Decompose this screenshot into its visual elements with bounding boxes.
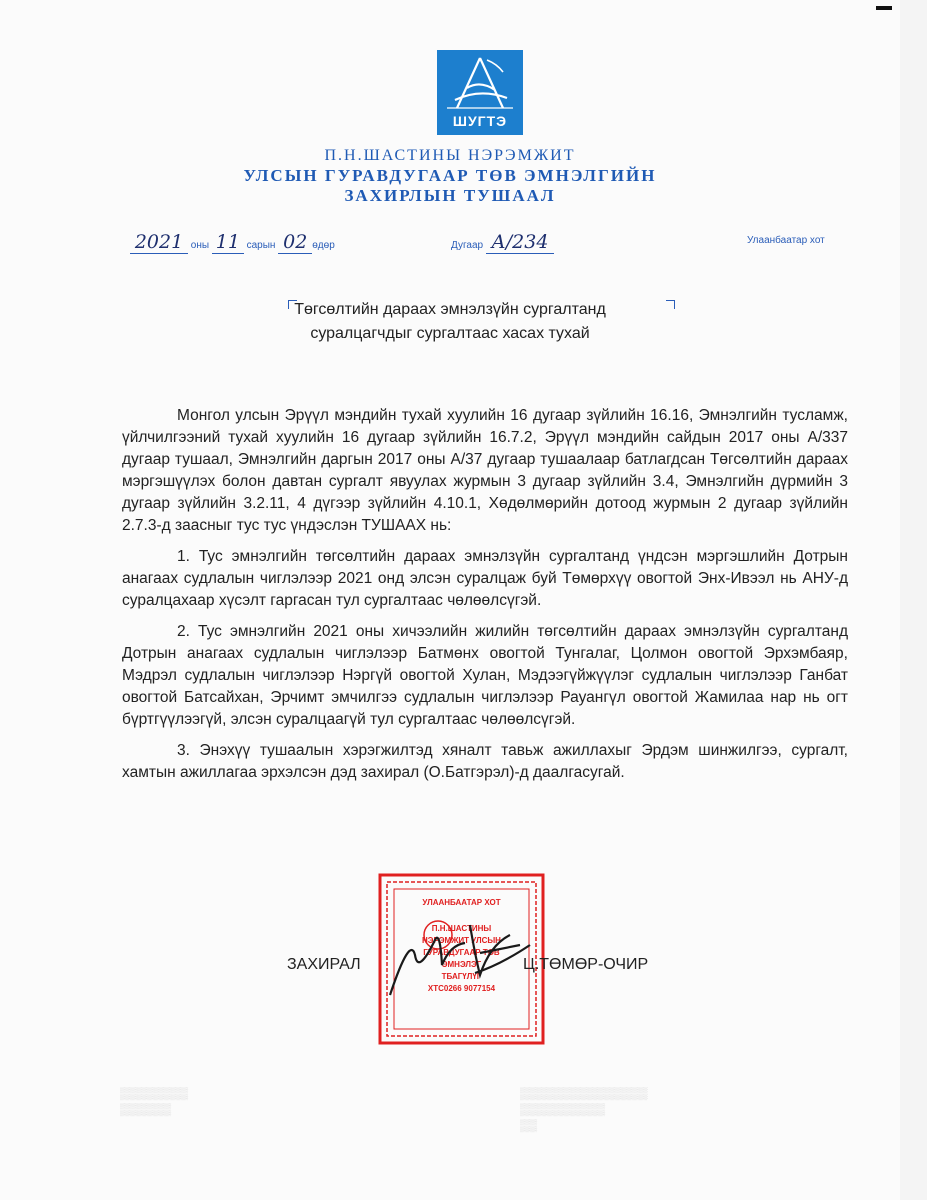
date-month: 11 xyxy=(212,231,244,254)
order-title-line-1: Төгсөлтийн дараах эмнэлзүйн сургалтанд xyxy=(294,301,606,318)
order-number-label: Дугаар xyxy=(451,240,484,251)
stamp-line-4: ГУРАВДУГААР ТӨВ xyxy=(423,948,500,957)
stamp-line-2: П.Н.ШАСТИНЫ xyxy=(431,924,492,933)
logo-text: ШУГТЭ xyxy=(452,113,508,129)
date-year: 2021 xyxy=(130,231,188,254)
scan-edge-mark xyxy=(876,6,892,10)
bleed-through-right: ▒▒▒▒▒▒▒▒▒▒▒▒▒▒▒ ▒▒▒▒▒▒▒▒▒▒ ▒▒ xyxy=(520,1086,648,1132)
stamp-line-6: ТБАГҮЛҮГ xyxy=(441,972,482,981)
order-number-field xyxy=(451,231,554,254)
header-line-1: П.Н.ШАСТИНЫ НЭРЭМЖИТ xyxy=(324,147,576,164)
signatory-title: ЗАХИРАЛ xyxy=(287,956,361,973)
bleed-through-left: ▒▒▒▒▒▒▒▒ ▒▒▒▒▒▒ xyxy=(120,1086,189,1116)
date-field xyxy=(130,231,335,254)
order-item-2: 2. Тус эмнэлгийн 2021 оны хичээлийн жилийн төгсөлтийн дараах эмнэлзүйн сургалтанд Дотрын анагаах судлалын чиглэлээр Батмөнх овогтой Тунгалаг, Цолмон овогтой Эрхэмбаяр, Мэдрэл судлалын чиглэлээр Нэргүй овогтой Хулан, Мэдээгүйжүүлэг судлалын чиглэлээр Ганбат овогтой Батсайхан, Эрчимт эмчилгээ судлалын чиглэлээр Рауангүл овогтой Жамилаа нар нь огт бүртгүүлээгүй, элсэн суралцаагүй тул сургалтаас чөлөөлсүгэй. xyxy=(122,623,848,728)
order-number: А/234 xyxy=(486,231,554,254)
order-intro: Монгол улсын Эрүүл мэндийн тухай хуулийн 16 дугаар зүйлийн 16.16, Эмнэлгийн тусламж, үйлчилгээний тухай хуулийн 16 дугаар зүйлийн 16.7.2, Эрүүл мэндийн сайдын 2017 оны А/337 дугаар тушаал, Эмнэлгийн даргын 2017 оны А/37 дугаар тушаалаар батлагдсан Төгсөлтийн дараах мэргэшүүлэх болон давтан сургалт явуулах журмын 3 дугаар зүйлийн 3.4, Эмнэлгийн дүрмийн 3 дугаар зүйлийн 3.2.11, 4 дүгээр зүйлийн 4.10.1, Хөдөлмөрийн дотоод журмын 2 дугаар зүйлийн 2.7.3-д заасныг тус тус үндэслэн ТУШААХ нь: xyxy=(122,407,848,534)
order-title-line-2: суралцагчдыг сургалтаас хасах тухай xyxy=(310,325,590,342)
stamp-line-5: ЭМНЭЛЭГ xyxy=(441,960,482,969)
order-item-1: 1. Тус эмнэлгийн төгсөлтийн дараах эмнэлзүйн сургалтанд үндсэн мэргэшлийн Дотрын анагаах судлалын чиглэлээр 2021 онд элсэн суралцаж буй Төмөрхүү овогтой Энх-Ивээл нь АНУ-д суралцахаар хүсэлт гаргасан тул сургалтаас чөлөөлсүгэй. xyxy=(122,548,848,609)
stamp-line-3: НЭРЭМЖИТ УЛСЫН xyxy=(422,936,501,945)
stamp-line-7: ХТС0266 9077154 xyxy=(427,984,496,993)
city-label: Улаанбаатар хот xyxy=(747,235,825,246)
header-line-3: ЗАХИРЛЫН ТУШААЛ xyxy=(344,186,556,205)
order-body xyxy=(122,405,848,784)
hospital-logo xyxy=(437,50,523,135)
date-day-suffix: өдөр xyxy=(312,240,335,251)
order-item-3: 3. Энэхүү тушаалын хэрэгжилтэд хяналт тавьж ажиллахыг Эрдэм шинжилгээ, сургалт, хамтын ажиллагаа эрхэлсэн дэд захирал (О.Батгэрэл)-д даалгасугай. xyxy=(122,742,848,781)
stamp-line-1: УЛААНБААТАР ХОТ xyxy=(422,898,501,907)
signatory-name: Ц.ТӨМӨР-ОЧИР xyxy=(523,956,649,973)
header-line-2: УЛСЫН ГУРАВДУГААР ТӨВ ЭМНЭЛГИЙН xyxy=(243,166,657,185)
date-month-suffix: сарын xyxy=(246,240,276,251)
date-day: 02 xyxy=(278,231,312,254)
date-year-suffix: оны xyxy=(190,240,210,251)
